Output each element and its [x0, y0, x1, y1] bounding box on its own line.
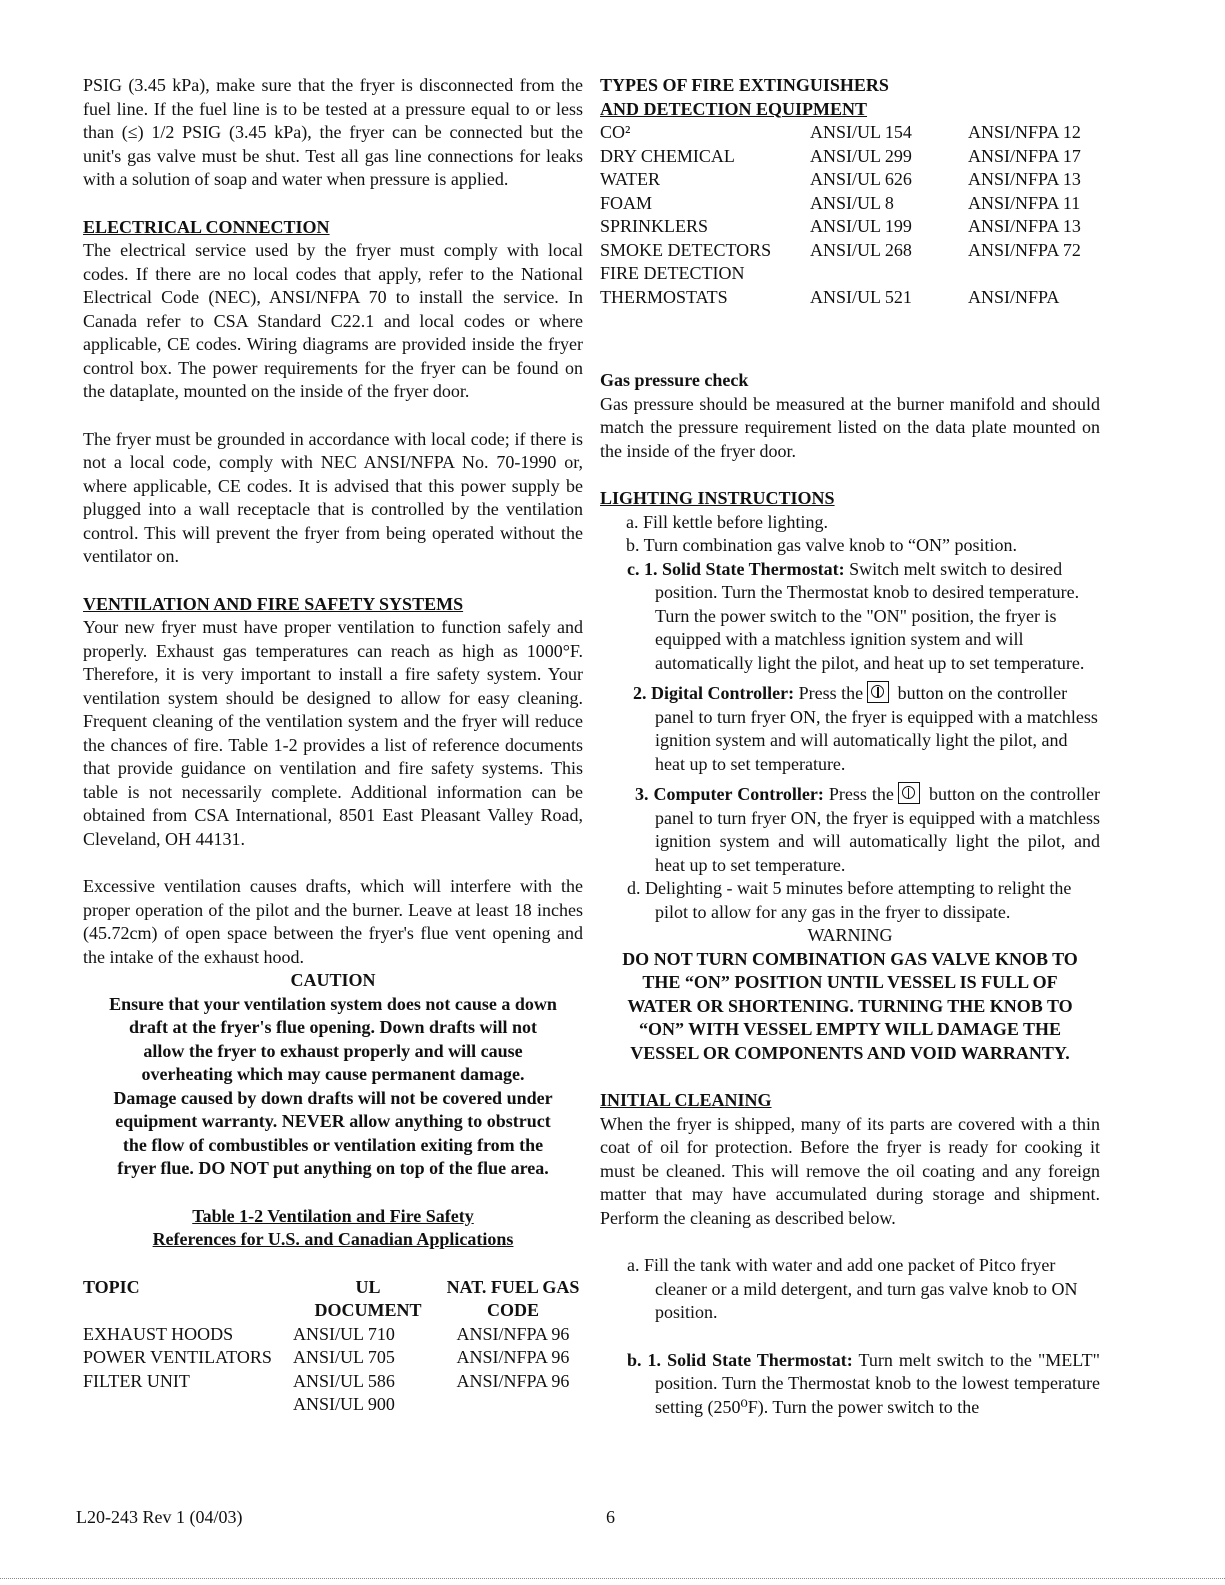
warning-text: DO NOT TURN COMBINATION GAS VALVE KNOB TO THE “ON” POSITION UNTIL VESSEL IS FULL OF WATER OR SHORTENING. TURNING THE KNOB TO “ON” WITH VESSEL EMPTY WILL DAMAGE THE VESSEL OR COMPONENTS AND VOID WARRANTY.	[622, 948, 1078, 1063]
table-cell: FOAM	[600, 192, 653, 213]
extinguisher-heading-line-1: TYPES OF FIRE EXTINGUISHERS	[600, 75, 889, 95]
table-cell: FILTER UNIT	[83, 1370, 190, 1391]
table-row	[600, 286, 1100, 310]
table-cell: ANSI/UL 268	[810, 239, 912, 260]
table-row	[600, 215, 1100, 239]
table-row	[83, 1346, 583, 1370]
table-cell: ANSI/UL 586	[293, 1370, 395, 1391]
table-cell: THERMOSTATS	[600, 286, 728, 307]
table-cell: ANSI/UL 900	[293, 1394, 395, 1414]
table-cell: ANSI/UL 521	[810, 286, 912, 307]
table-cell: ANSI/UL 199	[810, 216, 912, 236]
lighting-heading: LIGHTING INSTRUCTIONS	[600, 488, 835, 508]
lighting-step-c2-label: 2. Digital Controller:	[633, 683, 795, 703]
caution-text: Ensure that your ventilation system does not cause a down draft at the fryer's flue opening. Down drafts will not allow the fryer to exhaust properly and will cause overheating which may cause permanent damage. Damage caused by down drafts will not be covered under equipment warranty. NEVER allow anything to obstruct the flow of combustibles or ventilation exiting from the fryer flue. DO NOT put anything on top of the flue area.	[109, 993, 557, 1178]
table-cell	[810, 262, 968, 286]
lighting-step-c3	[600, 782, 1100, 877]
table-row	[600, 121, 1100, 145]
ventilation-reference-table	[83, 1276, 583, 1417]
table-cell: POWER VENTILATORS	[83, 1347, 272, 1367]
lighting-step-c1-text: Switch melt switch to desired position. Turn the Thermostat knob to desired temperature. Turn the power switch to the "ON" position, the fryer is equipped with a matchless ignition system and will automatically light the pilot, and heat up to set temperature.	[655, 558, 1085, 673]
extinguisher-heading-line-2: AND DETECTION EQUIPMENT	[600, 98, 868, 119]
ventilation-heading: VENTILATION AND FIRE SAFETY SYSTEMS	[83, 593, 464, 614]
table-cell: ANSI/UL 626	[810, 169, 912, 189]
table-header-row	[83, 1276, 583, 1323]
footer-page-number: 6	[606, 1507, 615, 1527]
lighting-step-a: a. Fill kettle before lighting.	[626, 511, 828, 532]
table-cell: ANSI/NFPA 96	[456, 1323, 570, 1344]
cleaning-step-b1-text: Turn melt switch to the "MELT" position. Turn the Thermostat knob to the lowest temperature setting (250⁰F). Turn the power switch to the	[655, 1349, 1100, 1417]
ventilation-paragraph-1: Your new fryer must have proper ventilation to function safely and properly. Exhaust gas temperatures can reach as high as 1000°F. Therefore, it is very important to install a fire safety system. Your ventilation system should be designed to allow for easy cleaning. Frequent cleaning of the ventilation system and the fryer will reduce the chances of fire. Table 1-2 provides a list of reference documents that provide guidance on ventilation and fire safety systems. This table is not necessarily complete. Additional information can be obtained from CSA International, 8501 East Pleasant Valley Road, Cleveland, OH 44131.	[83, 617, 583, 849]
table-row	[83, 1323, 583, 1347]
table-cell	[443, 1393, 583, 1417]
caution-title: CAUTION	[290, 970, 376, 990]
table-row	[600, 262, 1100, 286]
table-cell: WATER	[600, 169, 660, 189]
cleaning-text: When the fryer is shipped, many of its parts are covered with a thin coat of oil for protection. Before the fryer is ready for cooking it must be cleaned. This will remove the oil coating and any foreign matter that may have accumulated during storage and shipment. Perform the cleaning as described below.	[600, 1113, 1100, 1228]
extinguisher-table	[600, 121, 1100, 309]
power-button-icon	[867, 681, 889, 703]
table-cell: EXHAUST HOODS	[83, 1323, 234, 1344]
cleaning-step-a: a. Fill the tank with water and add one packet of Pitco fryer cleaner or a mild detergent, and turn gas valve knob to ON position.	[627, 1255, 1078, 1322]
left-column	[83, 74, 583, 1417]
gas-pressure-heading: Gas pressure check	[600, 370, 749, 390]
footer-doc-id: L20-243 Rev 1 (04/03)	[76, 1507, 243, 1527]
lighting-step-c3-pre: Press the	[823, 784, 894, 804]
table-cell: FIRE DETECTION	[600, 263, 745, 283]
lighting-step-c1-label: c. 1. Solid State Thermostat:	[627, 558, 845, 579]
lighting-step-d: d. Delighting - wait 5 minutes before attempting to relight the pilot to allow for any gas in the fryer to dissipate.	[627, 878, 1072, 922]
table-header-ul-line-2: DOCUMENT	[314, 1300, 422, 1320]
page-bottom-rule	[0, 1578, 1225, 1579]
table-header-ul	[293, 1276, 443, 1323]
table-cell: SMOKE DETECTORS	[600, 239, 772, 260]
table-row	[600, 192, 1100, 216]
lighting-step-c3-post: button on the controller panel to turn fryer ON, the fryer is equipped with a matchless ignition system and will automatically light the pilot, and heat up to set temperature.	[655, 784, 1100, 875]
table-cell: ANSI/NFPA 72	[968, 239, 1081, 260]
table-cell: ANSI/UL 710	[293, 1323, 395, 1344]
ventilation-paragraph-2: Excessive ventilation causes drafts, which will interfere with the proper operation of the pilot and the burner. Leave at least 18 inches (45.72cm) of open space between the fryer's flue vent opening and the intake of the exhaust hood.	[83, 876, 583, 967]
lighting-step-c2-pre: Press the	[794, 683, 864, 703]
table-header-ul-line-1: UL	[355, 1276, 381, 1297]
table-cell: SPRINKLERS	[600, 216, 709, 236]
table-cell: ANSI/UL 154	[810, 122, 912, 142]
table-cell: ANSI/UL 8	[810, 192, 894, 213]
table-cell: CO²	[600, 122, 631, 142]
table-cell: ANSI/NFPA 17	[968, 145, 1081, 166]
intro-paragraph: PSIG (3.45 kPa), make sure that the fryer is disconnected from the fuel line. If the fuel line is to be tested at a pressure equal to or less than (≤) 1/2 PSIG (3.45 kPa), the fryer can be connected but the unit's gas valve must be shut. Test all gas line connections for leaks with a solution of soap and water when pressure is applied.	[83, 75, 583, 189]
table-cell: DRY CHEMICAL	[600, 145, 735, 166]
table-cell: ANSI/NFPA 13	[968, 169, 1081, 189]
cleaning-step-b1	[600, 1349, 1100, 1420]
gas-pressure-text: Gas pressure should be measured at the burner manifold and should match the pressure requirement listed on the data plate mounted on the inside of the fryer door.	[600, 393, 1100, 461]
table-cell: ANSI/NFPA 96	[456, 1370, 570, 1391]
cleaning-heading: INITIAL CLEANING	[600, 1090, 772, 1110]
lighting-step-b: b. Turn combination gas valve knob to “ON” position.	[626, 535, 1017, 555]
table-cell: ANSI/UL 705	[293, 1347, 395, 1367]
table-header-natfuel-line-2: CODE	[486, 1300, 539, 1320]
table-caption-line-1: Table 1-2 Ventilation and Fire Safety	[192, 1205, 474, 1226]
right-column	[600, 74, 1100, 1419]
lighting-step-c2-post: button on the controller panel to turn fryer ON, the fryer is equipped with a matchless ignition system and will automatically light the pilot, and heat up to set temperature.	[655, 683, 1098, 774]
lighting-steps	[600, 511, 1100, 925]
table-row	[600, 239, 1100, 263]
table-caption-line-2: References for U.S. and Canadian Applications	[152, 1229, 514, 1249]
table-cell: ANSI/NFPA 13	[968, 216, 1081, 236]
table-row	[83, 1393, 583, 1417]
table-header-topic: TOPIC	[83, 1276, 140, 1297]
table-header-natfuel-line-1: NAT. FUEL GAS	[446, 1276, 580, 1297]
table-row	[600, 145, 1100, 169]
table-row	[600, 168, 1100, 192]
warning-title: WARNING	[807, 925, 893, 945]
table-cell: ANSI/UL 299	[810, 145, 912, 166]
cleaning-step-b1-label: b. 1. Solid State Thermostat:	[627, 1349, 853, 1370]
table-cell	[83, 1393, 293, 1417]
table-header-natfuel	[443, 1276, 583, 1323]
lighting-step-c1	[600, 558, 1100, 676]
lighting-step-c2	[600, 681, 1100, 776]
table-cell: ANSI/NFPA 96	[456, 1347, 570, 1367]
table-cell: ANSI/NFPA 11	[968, 192, 1081, 213]
table-cell: ANSI/NFPA	[968, 286, 1060, 307]
table-cell	[968, 262, 1100, 286]
lighting-step-c3-label: 3. Computer Controller:	[635, 784, 824, 804]
electrical-paragraph-1: The electrical service used by the fryer must comply with local codes. If there are no local codes that apply, refer to the National Electrical Code (NEC), ANSI/NFPA 70 to install the service. In Canada refer to CSA Standard C22.1 and local codes or where applicable, CE codes. Wiring diagrams are provided inside the fryer control box. The power requirements for the fryer can be found on the dataplate, mounted on the inside of the fryer door.	[83, 240, 583, 401]
power-button-icon	[898, 782, 920, 804]
table-row	[83, 1370, 583, 1394]
electrical-heading: ELECTRICAL CONNECTION	[83, 216, 330, 237]
table-cell: ANSI/NFPA 12	[968, 122, 1081, 142]
electrical-paragraph-2: The fryer must be grounded in accordance with local code; if there is not a local code, comply with NEC ANSI/NFPA No. 70-1990 or, where applicable, CE codes. It is advised that this power supply be plugged into a wall receptacle that is controlled by the ventilation control. This will prevent the fryer from being operated without the ventilator on.	[83, 428, 583, 566]
